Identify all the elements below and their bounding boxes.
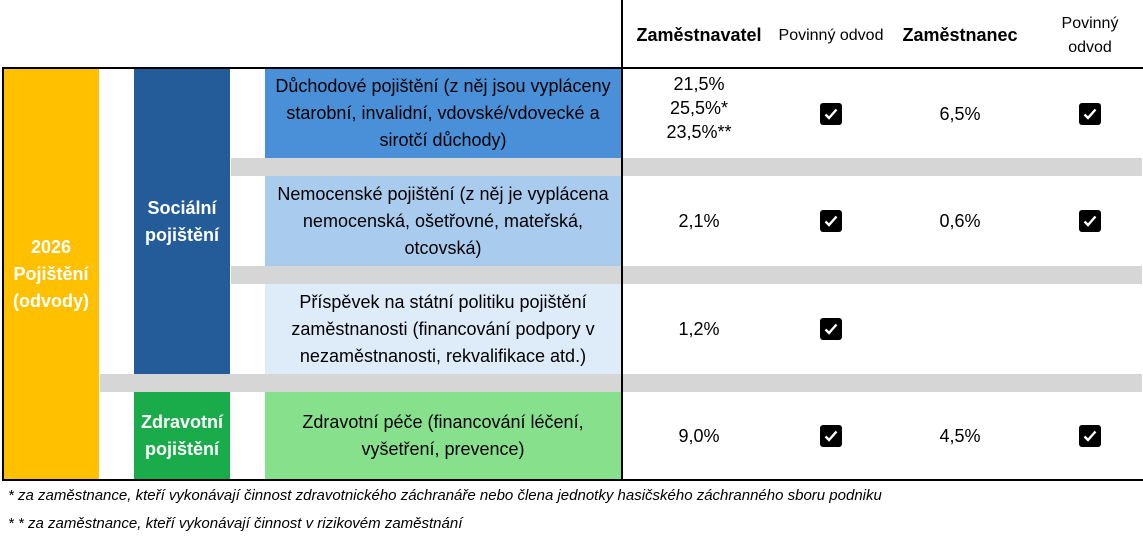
employee-rate-health: 4,5% — [939, 425, 981, 446]
main-label: 2026 Pojištění (odvody) — [3, 69, 99, 479]
table-left-border — [2, 67, 4, 481]
employer-mandatory-cell — [776, 69, 886, 158]
checked-box-icon[interactable] — [820, 425, 842, 447]
employee-rate-sickness: 0,6% — [939, 211, 981, 231]
employee-mandatory-cell — [1038, 176, 1142, 266]
employer-rate-rescue: 25,5%* — [669, 98, 729, 118]
employee-rate-pension: 6,5% — [939, 103, 981, 124]
employer-divider — [621, 0, 623, 481]
employer-mandatory-cell — [776, 392, 886, 479]
row-separator — [231, 266, 1142, 284]
table-top-border — [2, 67, 1143, 69]
table-bottom-border — [2, 479, 1143, 481]
employee-mandatory-cell — [1038, 392, 1142, 479]
employee-mandatory-header: Povinný odvod — [1061, 15, 1119, 56]
employer-rate-risk: 23,5%** — [666, 122, 732, 142]
employer-rate-sickness: 2,1% — [678, 211, 720, 231]
employer-rate-base: 21,5% — [673, 74, 725, 94]
footnote-1: * za zaměstnance, kteří vykonávají činnost zdravotnického záchranáře nebo člena jednotky hasičského záchranného sboru podniku — [8, 487, 882, 504]
social-insurance-label: Sociální pojištění — [134, 69, 230, 374]
employee-rate-employment — [886, 284, 1034, 374]
employment-policy-description: Příspěvek na státní politiku pojištění zaměstnanosti (financování podpory v nezaměstnanosti, rekvalifikace atd.) — [265, 284, 621, 374]
footnote-2: * * za zaměstnance, kteří vykonávají činnost v rizikovém zaměstnání — [8, 515, 463, 532]
sickness-insurance-description: Nemocenské pojištění (z něj je vyplácena nemocenská, ošetřovné, mateřská, otcovská) — [265, 176, 621, 266]
employee-header: Zaměstnanec — [902, 24, 1018, 45]
employer-rate-health: 9,0% — [678, 425, 720, 446]
checked-box-icon[interactable] — [820, 103, 842, 125]
checked-box-icon[interactable] — [1079, 425, 1101, 447]
health-care-description: Zdravotní péče (financování léčení, vyšetření, prevence) — [265, 392, 621, 479]
checked-box-icon[interactable] — [1079, 210, 1101, 232]
checked-box-icon[interactable] — [820, 210, 842, 232]
employer-rate-employment: 1,2% — [678, 319, 720, 339]
checked-box-icon[interactable] — [1079, 103, 1101, 125]
employer-mandatory-cell — [776, 284, 886, 374]
pension-insurance-description: Důchodové pojištění (z něj jsou vypláceny starobní, invalidní, vdovské/vdovecké a sirotčí důchody) — [265, 69, 621, 158]
employer-mandatory-cell — [776, 176, 886, 266]
checked-box-icon[interactable] — [820, 318, 842, 340]
employer-rate-pension — [624, 72, 774, 156]
employer-mandatory-header: Povinný odvod — [778, 27, 884, 44]
health-insurance-label: Zdravotní pojištění — [134, 392, 230, 479]
row-separator — [231, 158, 1142, 176]
employee-mandatory-cell — [1038, 69, 1142, 158]
employer-header: Zaměstnavatel — [636, 24, 762, 45]
